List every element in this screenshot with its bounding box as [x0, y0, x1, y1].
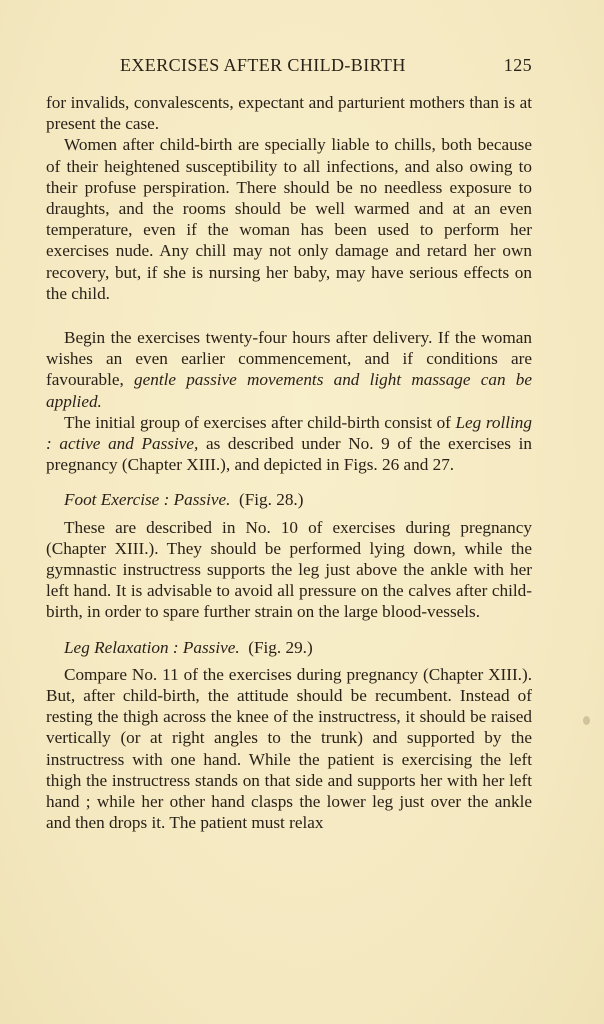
- leg-rolling-italic: Leg rolling :: [46, 412, 532, 454]
- foot-exercise-heading: [46, 489, 532, 510]
- foot-exercise-title: Foot Exercise : Passive.: [64, 490, 231, 510]
- body-text: [46, 92, 532, 834]
- paragraph-leg-relaxation: Compare No. 11 of the exercises during pregnancy (Chapter XIII.). But, after child-birth, the attitude should be recumbent. Instead of resting the thigh across the knee of the instructress, it should be raised vertically (or at right angles to the trunk) and supported by the instructress with one hand. While the patient is exercising the left thigh the instructress stands on that side and supports her with her left hand ; while her other hand clasps the lower leg just over the ankle and then drops it. The patient must relax: [46, 664, 532, 833]
- paragraph-chills: Women after child-birth are specially liable to chills, both because of their heightened susceptibility to all infections, and also owing to their profuse perspiration. There should be no needless exposure to draughts, and the rooms should be well warmed and at an even temperature, even if the woman has been used to perform her exercises nude. Any chill may not only damage and retard her own recovery, but, if she is nursing her baby, may have serious effects on the child.: [46, 135, 532, 303]
- foot-exercise-fig: (Fig. 28.): [239, 490, 304, 510]
- paragraph-continuation: for invalids, convalescents, expectant and parturient mothers than is at present the case.: [46, 93, 532, 134]
- page-header: [46, 55, 532, 81]
- paragraph-foot-exercise: These are described in No. 10 of exercises during pregnancy (Chapter XIII.). They should be performed lying down, while the gymnastic instructress supports the leg just above the ankle with her left hand. It is advisable to avoid all pressure on the calves after child-birth, in order to spare further strain on the large blood-vessels.: [46, 517, 532, 622]
- leg-relaxation-heading: [46, 637, 532, 658]
- initial-end-text: as described under No. 9 of the exercises in pregnancy (Chapter XIII.), and depicted in Figs. 26 and 27.: [46, 434, 533, 475]
- paragraph-initial-group: [46, 412, 532, 476]
- paragraph-begin-exercises: [46, 327, 532, 412]
- page-number: 125: [503, 55, 532, 75]
- leg-relaxation-fig: (Fig. 29.): [248, 637, 313, 657]
- begin-italic: gentle passive movements and light massage can be applied.: [46, 370, 532, 411]
- active-passive-italic: active and Passive,: [59, 434, 199, 454]
- running-head: EXERCISES AFTER CHILD-BIRTH: [120, 55, 406, 75]
- leg-relaxation-title: Leg Relaxation : Passive.: [64, 637, 240, 657]
- initial-text: The initial group of exercises after child-birth consist of: [64, 412, 451, 432]
- paper-spot: [583, 716, 590, 725]
- begin-text: Begin the exercises twenty-four hours after delivery. If the woman wishes an even earlier commencement, and if conditions are favourable,: [46, 328, 532, 390]
